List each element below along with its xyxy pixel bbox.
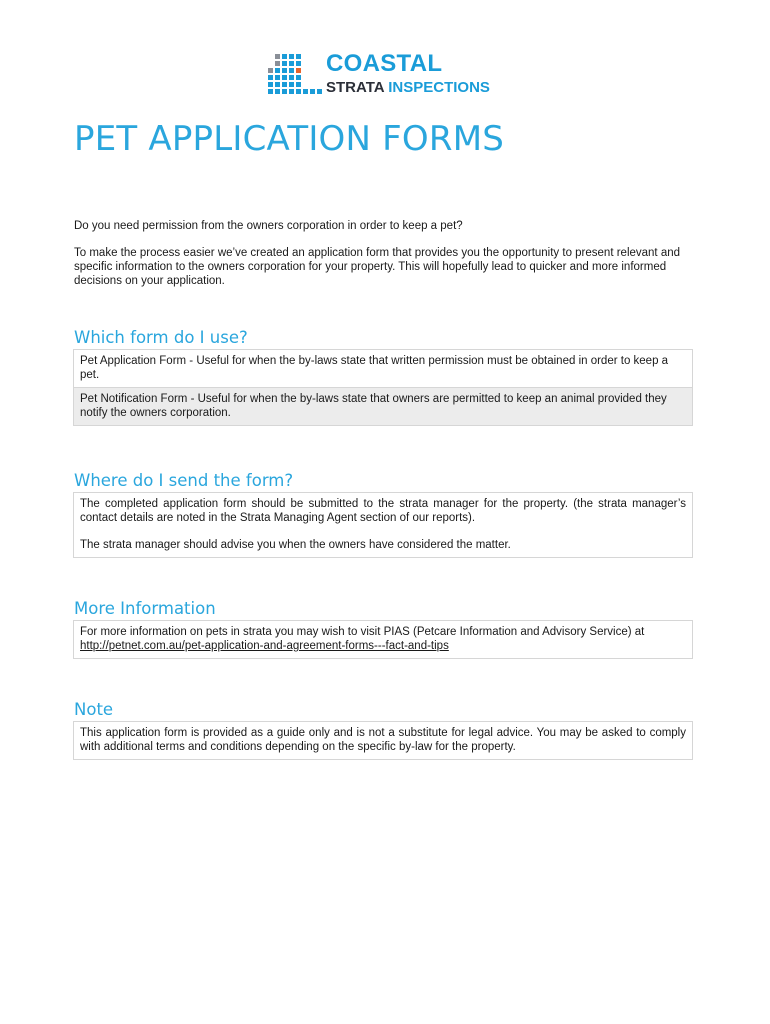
logo-grid-cell	[296, 54, 301, 59]
table-row: Pet Application Form - Useful for when the by-laws state that written permission must be obtained in order to keep a pet.	[80, 355, 669, 381]
logo-grid-cell	[289, 54, 294, 59]
logo-word-inspections: INSPECTIONS	[388, 79, 490, 96]
note-text: This application form is provided as a guide only and is not a substitute for legal advice. You may be asked to comply with additional terms and conditions depending on the specific by-law for the property.	[80, 727, 686, 753]
logo-grid-cell	[296, 61, 301, 66]
logo-grid-cell	[289, 61, 294, 66]
company-logo	[268, 50, 508, 102]
petnet-link[interactable]: http://petnet.com.au/pet-application-and-agreement-forms---fact-and-tips	[80, 640, 449, 652]
logo-grid-cell	[303, 89, 308, 94]
logo-grid-cell	[282, 82, 287, 87]
logo-grid-cell	[296, 82, 301, 87]
where-send-paragraph-2: The strata manager should advise you when the owners have considered the matter.	[80, 539, 511, 551]
section-heading-more-info: More Information	[74, 599, 216, 618]
logo-grid-cell	[268, 68, 273, 73]
logo-grid-icon	[268, 54, 324, 98]
logo-grid-cell	[275, 54, 280, 59]
more-info-text: For more information on pets in strata you may wish to visit PIAS (Petcare Information and Advisory Service) at	[80, 626, 645, 638]
logo-grid-cell	[282, 61, 287, 66]
logo-grid-cell	[268, 82, 273, 87]
section-heading-where-send: Where do I send the form?	[74, 471, 294, 490]
where-send-paragraph-1: The completed application form should be submitted to the strata manager for the property. (the strata manager’s contact details are noted in the Strata Managing Agent section of our reports).	[80, 498, 686, 524]
logo-line-1: COASTAL	[326, 50, 443, 77]
logo-grid-cell	[282, 68, 287, 73]
logo-line-2	[326, 78, 490, 98]
section-heading-note: Note	[74, 700, 114, 719]
more-info-box	[73, 620, 693, 659]
where-send-box	[73, 492, 693, 558]
logo-grid-cell	[296, 75, 301, 80]
logo-grid-cell	[317, 89, 322, 94]
logo-grid-cell	[289, 82, 294, 87]
logo-grid-cell	[289, 75, 294, 80]
logo-grid-cell	[268, 75, 273, 80]
section-heading-which-form: Which form do I use?	[74, 328, 248, 347]
logo-grid-cell	[296, 89, 301, 94]
intro-question: Do you need permission from the owners corporation in order to keep a pet?	[74, 220, 463, 232]
logo-grid-cell	[296, 68, 301, 73]
table-row: Pet Notification Form - Useful for when the by-laws state that owners are permitted to keep an animal provided they notify the owners corporation.	[74, 387, 692, 425]
logo-grid-cell	[275, 75, 280, 80]
where-send-content	[74, 493, 692, 557]
which-form-table	[73, 349, 693, 426]
logo-grid-cell	[275, 82, 280, 87]
logo-grid-cell	[275, 89, 280, 94]
logo-grid-cell	[275, 61, 280, 66]
logo-grid-cell	[268, 89, 273, 94]
logo-grid-cell	[310, 89, 315, 94]
logo-grid-cell	[275, 68, 280, 73]
intro-paragraph: To make the process easier we’ve created an application form that provides you the opportunity to present relevant and specific information to the owners corporation for your property. This will hopefully lead to quicker and more informed decisions on your application.	[74, 247, 681, 287]
note-box	[73, 721, 693, 760]
logo-grid-cell	[289, 68, 294, 73]
logo-word-strata: STRATA	[326, 79, 385, 96]
more-info-content	[74, 621, 692, 658]
logo-grid-cell	[282, 54, 287, 59]
page-title: PET APPLICATION FORMS	[74, 119, 505, 159]
logo-grid-cell	[289, 89, 294, 94]
logo-grid-cell	[282, 89, 287, 94]
logo-grid-cell	[282, 75, 287, 80]
